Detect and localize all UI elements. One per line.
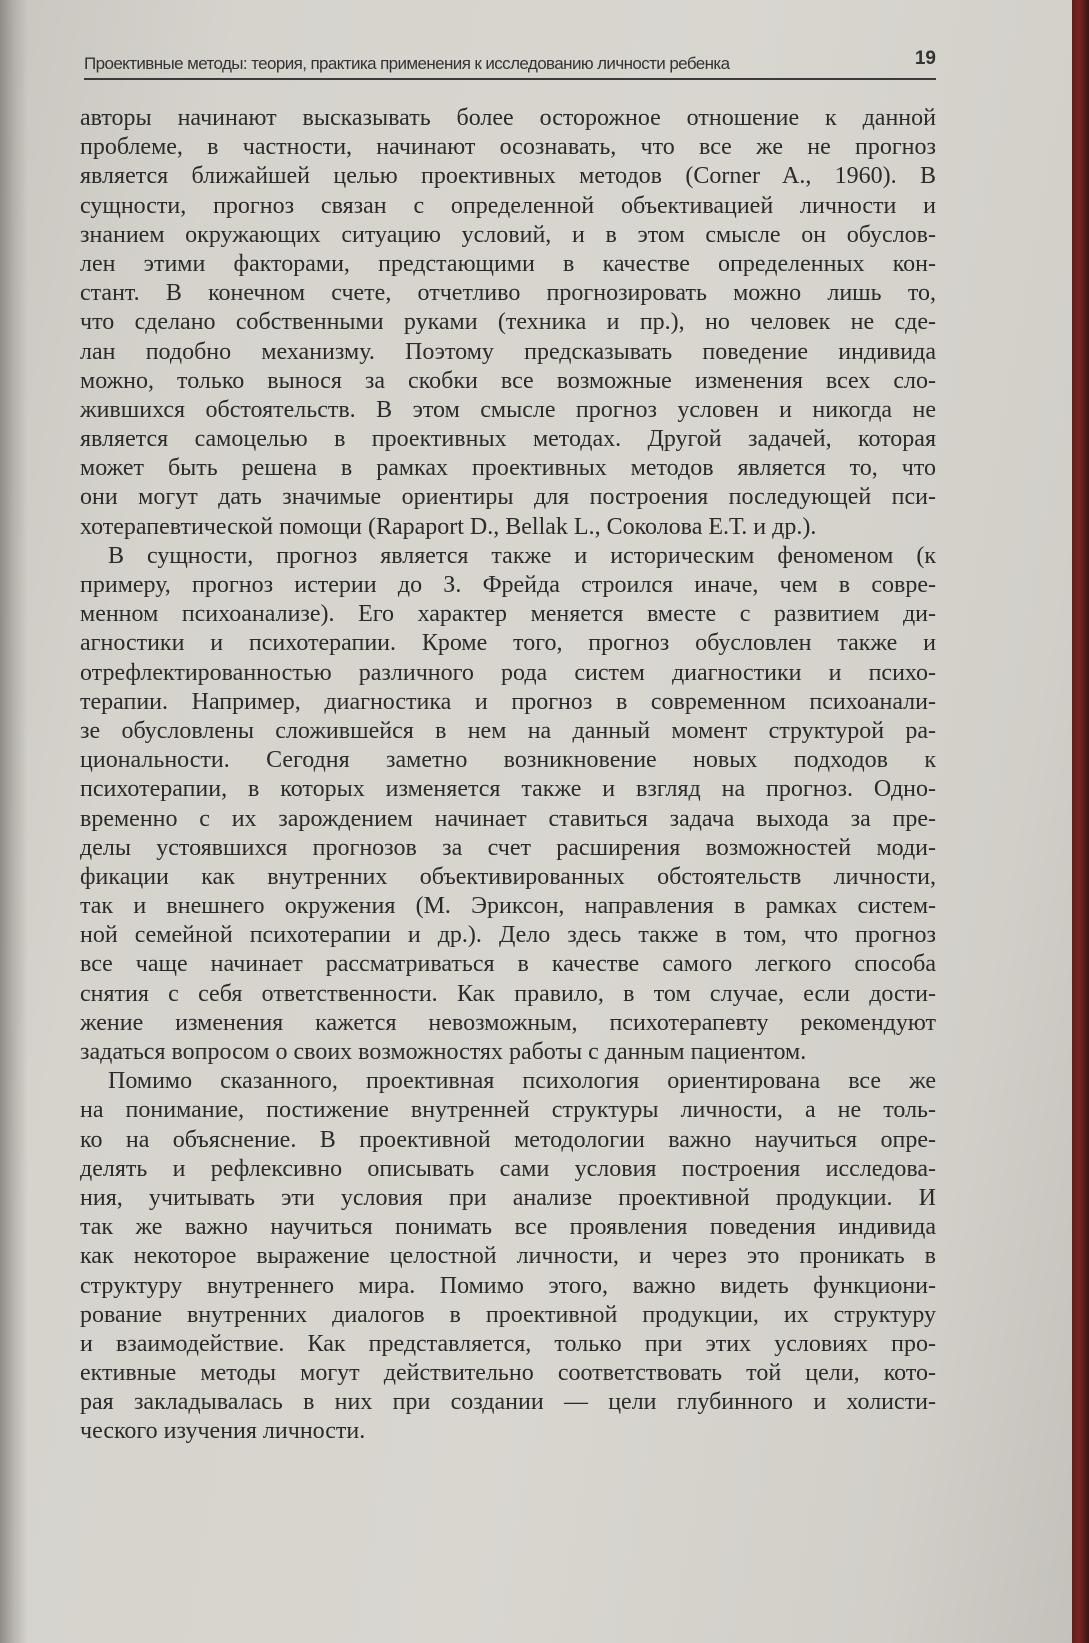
text-line: как некоторое выражение целостной личности, и через это проникать в [80,1243,936,1270]
text-line: лан подобно механизму. Поэтому предсказывать поведение индивида [80,338,936,365]
text-line: так и внешнего окружения (М. Эриксон, направления в рамках систем- [80,893,936,920]
text-line: делять и рефлексивно описывать сами условия построения исследова- [80,1155,936,1182]
text-line: ческого изучения личности. [80,1418,366,1445]
body-text [80,104,936,1447]
running-header [84,46,936,80]
text-line: ния, учитывать эти условия при анализе проективной продукции. И [80,1184,936,1211]
text-line: они могут дать значимые ориентиры для построения последующей пси- [80,484,936,511]
text-line: В сущности, прогноз является также и историческим феноменом (к [108,542,936,569]
page-number: 19 [914,48,936,69]
text-line: структуру внутреннего мира. Помимо этого, важно видеть функциони- [80,1272,936,1299]
paragraph-3 [80,1067,936,1446]
text-line: фикации как внутренних объективированных обстоятельств личности, [80,863,936,890]
text-line: хотерапевтической помощи (Rapaport D., Bellak L., Соколова Е.Т. и др.). [80,513,817,540]
text-line: жение изменения кажется невозможным, психотерапевту рекомендуют [80,1009,936,1036]
text-line: так же важно научиться понимать все проявления поведения индивида [80,1214,936,1241]
book-cover-edge [1072,0,1089,1643]
text-line: является ближайшей целью проективных методов (Corner A., 1960). В [80,163,936,190]
text-line: сущности, прогноз связан с определенной объективацией личности и [80,192,936,219]
text-line: снятия с себя ответственности. Как правило, в том случае, если дости- [80,980,936,1007]
text-line: ной семейной психотерапии и др.). Дело здесь также в том, что прогноз [80,922,936,949]
text-line: циональности. Сегодня заметно возникновение новых подходов к [80,747,936,774]
text-line: терапии. Например, диагностика и прогноз в современном психоанали- [80,688,936,715]
text-line: примеру, прогноз истерии до З. Фрейда строился иначе, чем в совре- [80,572,936,598]
text-line: можно, только вынося за скобки все возможные изменения всех сло- [80,367,936,394]
text-line: временно с их зарождением начинает ставиться задача выхода за пре- [80,805,936,832]
text-line: ко на объяснение. В проективной методологии важно научиться опре- [80,1126,936,1153]
text-line: и взаимодействие. Как представляется, только при этих условиях про- [80,1330,936,1357]
text-line: лен этими факторами, предстающими в качестве определенных кон- [80,250,936,277]
text-line: делы устоявшихся прогнозов за счет расширения возможностей моди- [80,834,936,861]
text-line: рая закладывалась в них при создании — цели глубинного и холисти- [80,1389,936,1416]
text-line: менном психоанализе). Его характер меняется вместе с развитием ди- [80,601,936,628]
text-line: задаться вопросом о своих возможностях работы с данным пациентом. [80,1039,807,1065]
text-line: может быть решена в рамках проективных методов является то, что [80,455,936,482]
text-line: отрефлектированностью различного рода систем диагностики и психо- [80,659,936,686]
text-line: Помимо сказанного, проективная психология ориентирована все же [108,1068,936,1095]
text-line: ективные методы могут действительно соответствовать той цели, кото- [80,1360,936,1387]
text-line: является самоцелью в проективных методах. Другой задачей, которая [80,426,936,453]
text-line: проблеме, в частности, начинают осознавать, что все же не прогноз [80,134,936,161]
text-line: психотерапии, в которых изменяется также и взгляд на прогноз. Одно- [80,776,936,803]
text-line: жившихся обстоятельств. В этом смысле прогноз условен и никогда не [80,396,936,423]
text-line: рование внутренних диалогов в проективной продукции, их структуру [80,1301,936,1328]
text-line: авторы начинают высказывать более осторожное отношение к данной [80,105,936,131]
text-line: агностики и психотерапии. Кроме того, прогноз обусловлен также и [80,630,936,657]
binding-shadow [0,0,28,1643]
text-line: стант. В конечном счете, отчетливо прогнозировать можно лишь то, [80,280,936,307]
text-line: знанием окружающих ситуацию условий, и в этом смысле он обуслов- [80,221,936,248]
running-title: Проективные методы: теория, практика применения к исследованию личности ребенка [84,54,730,73]
paragraph-1 [80,104,936,542]
text-line: что сделано собственными руками (техника и пр.), но человек не сде- [80,309,936,336]
paragraph-2 [80,542,936,1067]
text-line: все чаще начинает рассматриваться в качестве самого легкого способа [80,951,936,978]
text-line: на понимание, постижение внутренней структуры личности, а не толь- [80,1097,936,1124]
text-line: зе обусловлены сложившейся в нем на данный момент структурой ра- [80,717,936,744]
